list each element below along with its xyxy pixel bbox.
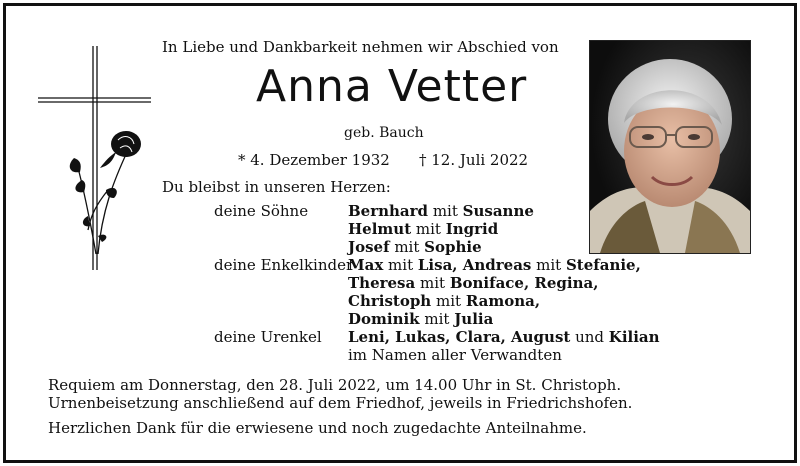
portrait-photo bbox=[589, 40, 751, 254]
death-date: † 12. Juli 2022 bbox=[419, 151, 529, 169]
list-item: Helmut mit Ingrid bbox=[348, 220, 499, 238]
obituary-notice bbox=[3, 3, 797, 463]
list-item: Josef mit Sophie bbox=[348, 238, 482, 256]
requiem-text: Requiem am Donnerstag, den 28. Juli 2022, um 14.00 Uhr in St. Christoph. Urnenbeisetzung anschließend auf dem Friedhof, jeweils in Friedrichshofen. bbox=[48, 376, 633, 412]
intro-text: In Liebe und Dankbarkeit nehmen wir Abschied von bbox=[162, 38, 559, 56]
list-item: Leni, Lukas, Clara, August und Kilian bbox=[348, 328, 660, 346]
cross-with-rose-icon bbox=[36, 40, 156, 272]
thanks-text: Herzlichen Dank für die erwiesene und noch zugedachte Anteilnahme. bbox=[48, 419, 587, 437]
portrait-illustration bbox=[590, 41, 750, 253]
slogan: Du bleibst in unseren Herzen: bbox=[162, 178, 391, 196]
birth-name: geb. Bauch bbox=[344, 125, 424, 141]
list-item: Max mit Lisa, Andreas mit Stefanie, bbox=[348, 256, 641, 274]
list-item: Dominik mit Julia bbox=[348, 310, 494, 328]
relatives-text: im Namen aller Verwandten bbox=[348, 346, 562, 364]
list-item: Theresa mit Boniface, Regina, bbox=[348, 274, 599, 292]
list-item: Bernhard mit Susanne bbox=[348, 202, 534, 220]
list-item: Christoph mit Ramona, bbox=[348, 292, 541, 310]
deceased-name: Anna Vetter bbox=[256, 61, 528, 112]
grandchildren-label: deine Enkelkinder bbox=[214, 256, 354, 274]
birth-date: * 4. Dezember 1932 bbox=[238, 151, 390, 169]
great-grandchildren-label: deine Urenkel bbox=[214, 328, 322, 346]
sons-label: deine Söhne bbox=[214, 202, 309, 220]
